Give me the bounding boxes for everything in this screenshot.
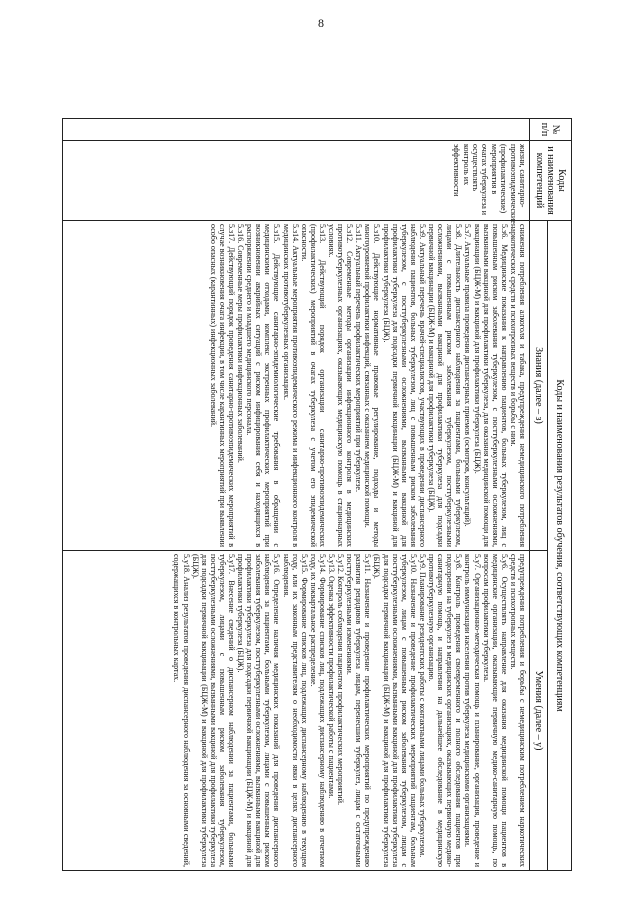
skill-item: 5.у13. Оценка эффективности профилактической работы с пациентами. xyxy=(327,554,337,799)
knowledge-item: 5.з9. Актуальный перечень врачей-специалистов, участвующих в проведении диспансерного наблюдения пациентов, больных туберкулезом, лиц с повышенным риском заболевания туберкулезом, с посттуберкулезными осложнениями, вызванными вакциной для профилактики туберкулеза для подсадки первичной вакцинации (БЦЖ-М) и вакциной для профилактики туберкулеза (БЦЖ). xyxy=(381,224,427,547)
skill-item: 5.у9. Планирование резидентских работы с контактными лицами больных туберкулезом. xyxy=(417,554,427,858)
skill-item: предупреждения потребления и борьбы с немедицинским потреблением наркотических средств и психотропных веществ. xyxy=(508,554,527,868)
competence-table xyxy=(62,118,572,871)
header-results-group: Коды и наименования результатов обучения, соответствующих компетенциям xyxy=(548,221,572,871)
knowledge-item: 5.з7. Актуальные правила проведения диспансерных приемов (осмотров, консультаций). xyxy=(463,224,473,527)
rotated-table-wrapper xyxy=(62,118,572,870)
skill-item: 5.у12. Контроль соблюдения пациентом профилактических мероприятий. xyxy=(336,554,346,805)
competence-text: жизни, санитарно-противоэпидемические (профилактические) мероприятия в очагах туберкулеза и осуществлять контроль их эффективности xyxy=(452,144,527,224)
cell-knowledge xyxy=(63,221,530,551)
skills-list xyxy=(172,554,527,867)
knowledge-item: 5.з17. Действующий порядок проведения санитарно-противоэпидемических мероприятий в случае возникновения очага инфекции, в том числе карантинных мероприятий при выявлении особо опасных (карантинных) инфекционных заболеваний. xyxy=(208,224,236,547)
knowledge-item: 5.з10. Действующие нормативные правовые регулирование, подходы и методы многоуровневой профилактики инфекций, связанных с оказанием медицинской помощи. xyxy=(363,224,382,547)
cell-competence xyxy=(63,141,530,224)
skill-item: 5.у11. Назначение и проведение профилактических мероприятий по предупреждению развития рецидивов туберкулеза лицам, перенесшим туберкулез, лицам с остаточными посттуберкулезными изменениями. xyxy=(345,554,373,868)
knowledge-item: 5.з14. Актуальные мероприятия противоэпидемического режима и инфекционного контроля в медицинских противотуберкулезных организациях. xyxy=(281,224,300,547)
knowledge-item: 5.з8. Длительность диспансерного наблюдения за пациентами, больными туберкулезом, лицами с повышенным риском заболевания туберкулезом, посттуберкулезными осложнениями, вызванными вакциной для профилактики туберкулеза для подсадки первичной вакцинации (БЦЖ-М) и вакциной для профилактики туберкулеза (БЦЖ). xyxy=(427,224,464,547)
knowledge-list xyxy=(209,224,527,547)
skill-item: 5.у15. Формирование списков лиц, подлежащих диспансерному наблюдению в текущем году, или их законным представителям о необходимости явки в целях диспансерного наблюдения. xyxy=(281,554,309,868)
knowledge-item: 5.з13. Действующий порядок организации санитарно-противоэпидемических (профилактических) мероприятий в очагах туберкулеза с учетом его эпидемической опасности. xyxy=(299,224,327,547)
cell-num xyxy=(63,119,530,141)
skill-item: 5.у6. Осуществлять направление для оказания медицинской помощи пациентов в медицинские организации, оказывающие первичную медико-санитарную помощь, по вопросам профилактики туберкулеза. xyxy=(481,554,509,868)
header-num: № п/п xyxy=(530,119,572,141)
knowledge-item: 5.з11. Актуальный перечень профилактических мероприятий при туберкулезе. xyxy=(354,224,364,492)
header-competence: Коды и наименования компетенций xyxy=(530,141,572,221)
skill-item: 5.у7. Организационно-методическая помощь и планирование, организация, проведение и контроль иммунизации населения против туберкулеза медицинскими организациями. xyxy=(463,554,482,868)
knowledge-item: 5.з15. Действующие санитарно-эпидемиологические требования в обращении с медицинскими отходами, комплекс экстренных профилактических мероприятий при возникновении аварийных ситуаций с риском инфицирования себя и находящихся в распоряжении среднего и младшего медицинского персонала. xyxy=(245,224,282,547)
page-number: 8 xyxy=(318,16,324,30)
skill-item: 5.у17. Внесение сведений о диспансерном наблюдении за пациентами, больными туберкулезом, лицами с повышенным риском заболевания туберкулезом, посттуберкулезными осложнениями, вызванными вакциной для профилактики туберкулеза для подсадки первичной вакцинации (БЦЖ-М) и вакциной для профилактики туберкулеза (БЦЖ). xyxy=(190,554,236,868)
knowledge-item: 5.з16. Современные меры профилактики инфекционных заболеваний. xyxy=(236,224,246,463)
header-knowledge: Знания (далее – з) xyxy=(530,221,548,551)
knowledge-item: 5.з12. Современные методы организации инфекционного контроля в медицинских противотуберкулезных организациях, оказывающих медицинскую помощь в стационарных условиях. xyxy=(327,224,355,547)
skill-item: 5.у18. Анализ результатов проведения диспансерного наблюдения за основными сведений, содержащихся в контрольных картах. xyxy=(172,554,191,868)
skill-item: 5.у8. Контроль проведения своевременного и полного обследования пациентов при подозрении на туберкулез в медицинских организациях, оказывающих первичную медико-санитарную помощь, и направления на дальнейшее обследование в медицинскую противотуберкулезную организацию. xyxy=(427,554,464,868)
knowledge-item: снижения потребления алкоголя и табака, предупреждения немедицинского потребления наркотических средств и психотропных веществ и борьбы с ним. xyxy=(508,224,527,547)
skill-item: 5.у10. Назначение и проведение профилактических мероприятий пациентам, больным туберкулезом, лицам с повышенным риском заболевания туберкулезом, лицам с посттуберкулезными осложнениями, вызванными вакциной для профилактики туберкулеза для подсадки первичной вакцинации (БЦЖ-М) и вакциной для профилактики туберкулеза (БЦЖ). xyxy=(372,554,418,868)
skill-item: 5.у16. Определение наличия медицинских показаний для проведения диспансерного наблюдения за пациентами, больными туберкулезом, лицами с повышенным риском заболевания туберкулезом, посттуберкулезными осложнениями, вызванными вакциной для профилактики туберкулеза для подсадки первичной вакцинации (БЦЖ-М) и вакциной для профилактики туберкулеза (БЦЖ). xyxy=(236,554,282,868)
knowledge-item: 5.з6. Медицинские показания к направлению пациентов, больных туберкулезом, лиц с повышенным риском заболевания туберкулезом, с посттуберкулезными осложнениями, вызванными вакциной для профилактики туберкулеза, для оказания медицинской помощи для вакцинации (БЦЖ-М) и вакциной для профилактики туберкулеза (БЦЖ). xyxy=(472,224,509,547)
cell-skills xyxy=(63,551,530,871)
header-skills: Умения (далее – у) xyxy=(530,551,548,871)
skill-item: 5.у14. Формирование списков лиц, подлежащих диспансерному наблюдению в отчетном году, их поквартальное распределение. xyxy=(308,554,327,868)
